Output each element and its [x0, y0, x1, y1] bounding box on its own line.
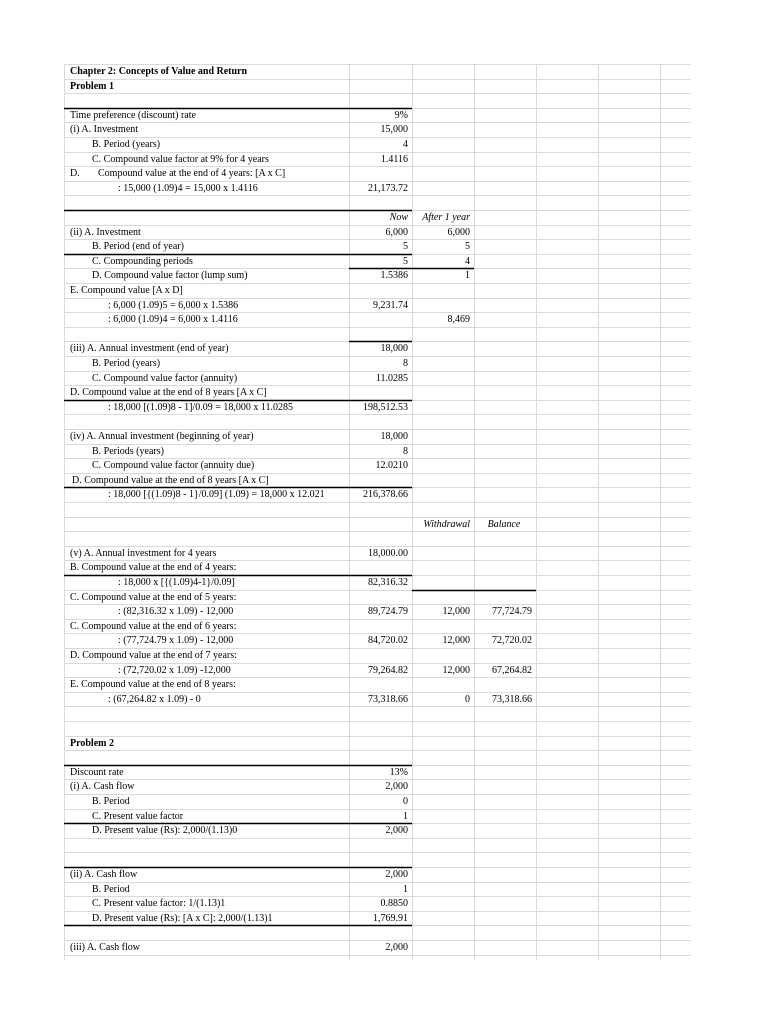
value: 216,378.66 [363, 489, 408, 500]
rate-value: 13% [389, 767, 408, 778]
formula: : (82,316.32 x 1.09) - 12,000 [118, 606, 234, 617]
spreadsheet [64, 64, 691, 960]
value: 72,720.02 [492, 635, 532, 646]
value: 4 [465, 256, 470, 267]
value: 1.4116 [380, 154, 408, 165]
rate-label: Discount rate [70, 767, 124, 778]
value: 2,000 [385, 942, 408, 953]
label: D. Compound value at the end of 8 years [A x C] [70, 387, 267, 398]
problem-heading: Problem 2 [70, 738, 114, 749]
value: 84,720.02 [368, 635, 408, 646]
label: D. [70, 168, 80, 179]
value: 1 [465, 270, 470, 281]
label: D. Present value (Rs): [A x C]: 2,000/(1.13)1 [92, 913, 273, 924]
value: 73,318.66 [368, 694, 408, 705]
value: 0 [403, 796, 408, 807]
value: 2,000 [385, 825, 408, 836]
value: 82,316.32 [368, 577, 408, 588]
value: 0.8850 [380, 898, 408, 909]
label: (ii) A. Investment [70, 227, 141, 238]
label: C. Present value factor: 1/(1.13)1 [92, 898, 226, 909]
label: (v) A. Annual investment for 4 years [70, 548, 217, 559]
sheet-title: Chapter 2: Concepts of Value and Return [70, 66, 248, 77]
rate-value: 9% [394, 110, 408, 121]
value: 67,264.82 [492, 665, 532, 676]
column-header: Withdrawal [423, 519, 470, 530]
value: 8 [403, 446, 408, 457]
column-header: After 1 year [422, 212, 470, 223]
label: C. Compound value at the end of 6 years: [70, 621, 237, 632]
value: 1 [403, 884, 408, 895]
label: E. Compound value at the end of 8 years: [70, 679, 236, 690]
value: 12.0210 [375, 460, 408, 471]
value: 1,769.91 [373, 913, 408, 924]
formula: : 18,000 [(1.09)8 - 1]/0.09 = 18,000 x 11.0285 [108, 402, 293, 413]
value: 8 [403, 358, 408, 369]
value: 2,000 [385, 869, 408, 880]
formula: : 6,000 (1.09)4 = 6,000 x 1.4116 [108, 314, 238, 325]
label: Compound value at the end of 4 years: [A x C] [98, 168, 286, 179]
label: E. Compound value [A x D] [70, 285, 183, 296]
formula: : (72,720.02 x 1.09) -12,000 [118, 665, 231, 676]
value: 1.5386 [380, 270, 408, 281]
label: D. Present value (Rs): 2,000/(1.13)0 [92, 825, 238, 836]
value: 9,231.74 [373, 300, 408, 311]
label: C. Compound value factor (annuity due) [92, 460, 255, 471]
label: (i) A. Cash flow [70, 781, 135, 792]
value: 89,724.79 [368, 606, 408, 617]
value: 0 [465, 694, 470, 705]
value: 11.0285 [375, 373, 408, 384]
label: C. Compound value factor at 9% for 4 years [92, 154, 269, 165]
value: 18,000.00 [368, 548, 408, 559]
value: 5 [403, 241, 408, 252]
value: 198,512.53 [363, 402, 408, 413]
label: B. Period (years) [92, 358, 161, 369]
label: C. Present value factor [92, 811, 184, 822]
value: 18,000 [380, 343, 408, 354]
value: 79,264.82 [368, 665, 408, 676]
label: D. Compound value at the end of 8 years [A x C] [72, 475, 269, 486]
value: 5 [465, 241, 470, 252]
label: C. Compounding periods [92, 256, 193, 267]
label: C. Compound value at the end of 5 years: [70, 592, 237, 603]
value: 15,000 [380, 124, 408, 135]
label: (iii) A. Cash flow [70, 942, 140, 953]
formula: : 15,000 (1.09)4 = 15,000 x 1.4116 [118, 183, 258, 194]
formula: : 18,000 x [{(1.09)4-1}/0.09] [118, 577, 235, 588]
label: (ii) A. Cash flow [70, 869, 138, 880]
label: D. Compound value factor (lump sum) [92, 270, 248, 281]
value: 6,000 [447, 227, 470, 238]
value: 12,000 [442, 665, 470, 676]
label: B. Periods (years) [92, 446, 164, 457]
label: B. Period (years) [92, 139, 161, 150]
value: 2,000 [385, 781, 408, 792]
rate-label: Time preference (discount) rate [70, 110, 196, 121]
label: B. Period [92, 796, 130, 807]
formula: : (67,264.82 x 1.09) - 0 [108, 694, 201, 705]
label: (iii) A. Annual investment (end of year) [70, 343, 229, 354]
label: B. Period (end of year) [92, 241, 184, 252]
label: (iv) A. Annual investment (beginning of year) [70, 431, 254, 442]
label: (i) A. Investment [70, 124, 139, 135]
value: 73,318.66 [492, 694, 532, 705]
formula: : 6,000 (1.09)5 = 6,000 x 1.5386 [108, 300, 239, 311]
formula: : (77,724.79 x 1.09) - 12,000 [118, 635, 234, 646]
value: 18,000 [380, 431, 408, 442]
value: 8,469 [447, 314, 470, 325]
value: 5 [403, 256, 408, 267]
label: B. Period [92, 884, 130, 895]
label: D. Compound value at the end of 7 years: [70, 650, 237, 661]
value: 77,724.79 [492, 606, 532, 617]
value: 4 [403, 139, 408, 150]
label: C. Compound value factor (annuity) [92, 373, 238, 384]
column-header: Now [389, 212, 408, 223]
column-header: Balance [487, 519, 521, 530]
value: 12,000 [442, 635, 470, 646]
formula: : 18,000 [{(1.09)8 - 1}/0.09] (1.09) = 18,000 x 12.021 [108, 489, 325, 500]
problem-heading: Problem 1 [70, 81, 114, 92]
label: B. Compound value at the end of 4 years: [70, 562, 237, 573]
value: 12,000 [442, 606, 470, 617]
value: 1 [403, 811, 408, 822]
value: 21,173.72 [368, 183, 408, 194]
value: 6,000 [385, 227, 408, 238]
